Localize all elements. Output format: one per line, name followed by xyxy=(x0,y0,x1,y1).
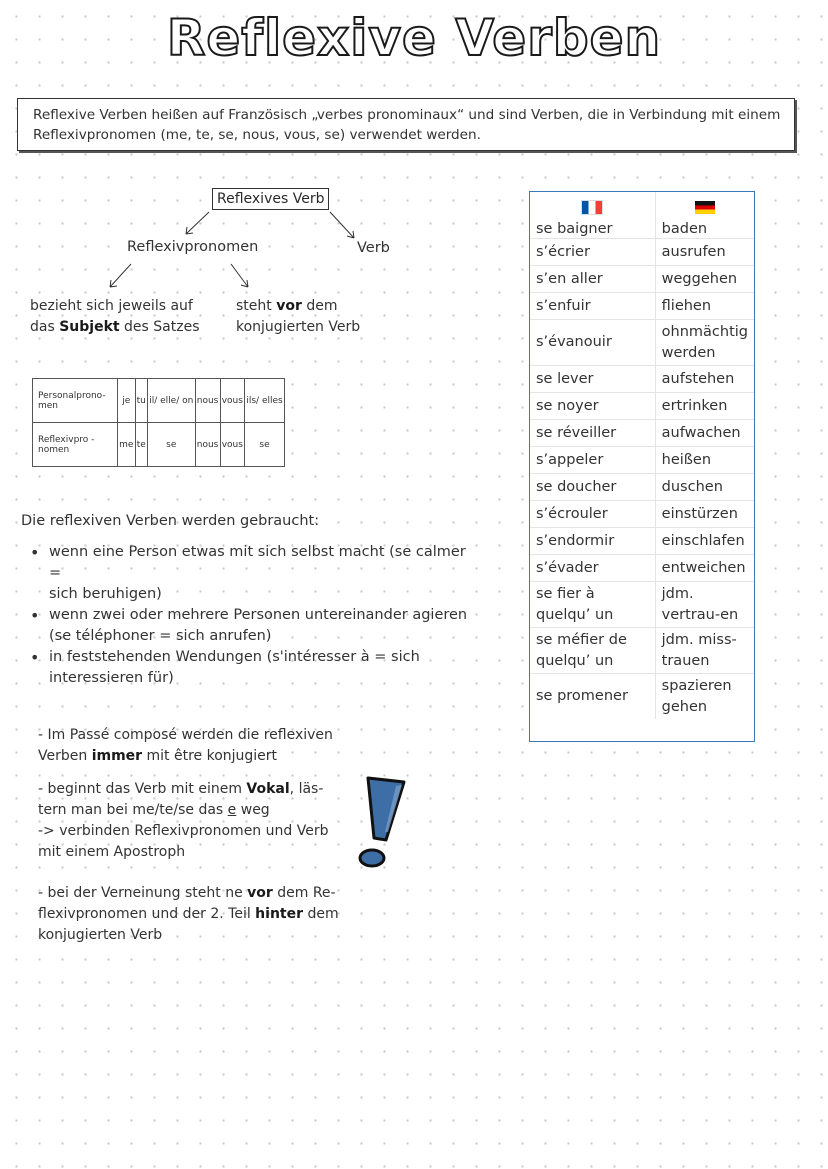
vocab-de: entweichen xyxy=(655,555,754,582)
table-row xyxy=(530,420,754,447)
cell: il/ elle/ on xyxy=(147,379,195,423)
table-row xyxy=(530,555,754,582)
diagram-root-box: Reflexives Verb xyxy=(212,188,329,210)
vocab-fr: s’enfuir xyxy=(530,293,655,320)
usage-section xyxy=(21,511,471,689)
table-row xyxy=(33,423,285,467)
vocab-de: jdm. miss-trauen xyxy=(655,628,754,674)
arrow-to-reflexivpronomen xyxy=(186,212,209,234)
vocab-fr: s’évader xyxy=(530,555,655,582)
list-item: • in feststehenden Wendungen (s'intéresser à = sich interessieren für) xyxy=(21,647,471,689)
vocab-fr: s’évanouir xyxy=(530,320,655,366)
table-row xyxy=(530,447,754,474)
vocab-de: ohnmächtig werden xyxy=(655,320,754,366)
vocab-fr: se méfier de quelqu’ un xyxy=(530,628,655,674)
vocab-de: baden xyxy=(661,221,708,237)
vocab-fr: se doucher xyxy=(530,474,655,501)
pronoun-table xyxy=(32,378,285,467)
vocab-de: weggehen xyxy=(655,266,754,293)
table-row xyxy=(530,474,754,501)
page-title: Reflexive Verben xyxy=(166,9,662,67)
table-row xyxy=(530,239,754,266)
table-row xyxy=(530,293,754,320)
vocab-fr: se fier à quelqu’ un xyxy=(530,582,655,628)
leaf-left-line2: das Subjekt des Satzes xyxy=(30,319,200,335)
cell: vous xyxy=(220,423,245,467)
vocab-fr: s’écrouler xyxy=(530,501,655,528)
cell: tu xyxy=(135,379,147,423)
diagram-leaf-left xyxy=(30,296,200,338)
table-row xyxy=(530,320,754,366)
note-passe-compose: - Im Passé composé werden die reflexiven Verben immer mit être konjugiert xyxy=(38,727,333,764)
cell: nous xyxy=(195,379,220,423)
table-row xyxy=(530,528,754,555)
vocab-de: heißen xyxy=(655,447,754,474)
table-row xyxy=(530,501,754,528)
cell: me xyxy=(118,423,136,467)
french-flag-icon xyxy=(581,200,603,215)
table-row xyxy=(530,393,754,420)
leaf-right-line1: steht vor dem xyxy=(236,298,338,314)
vocab-de: einstürzen xyxy=(655,501,754,528)
note-vokal: - beginnt das Verb mit einem Vokal, läs- tern man bei me/te/se das e weg -> verbinden Reflexivpronomen und Verb mit einem Apostroph xyxy=(38,781,329,860)
cell: se xyxy=(245,423,285,467)
diagram-left-branch: Reflexivpronomen xyxy=(127,239,259,255)
vocab-table-box xyxy=(529,191,755,742)
cell: vous xyxy=(220,379,245,423)
note-verneinung: - bei der Verneinung steht ne vor dem Re- flexivpronomen und der 2. Teil hinter dem konjugierten Verb xyxy=(38,885,339,943)
vocab-fr: s’endormir xyxy=(530,528,655,555)
cell: nous xyxy=(195,423,220,467)
intro-line-1: Reflexive Verben heißen auf Französisch „verbes pronominaux“ und sind Verben, die in Verbindung mit einem xyxy=(33,107,781,123)
usage-list xyxy=(21,542,471,689)
vocab-de: spazieren gehen xyxy=(655,674,754,720)
arrow-to-vor xyxy=(231,264,248,287)
leaf-right-line2: konjugierten Verb xyxy=(236,319,361,335)
vocab-fr: s’appeler xyxy=(530,447,655,474)
table-row xyxy=(530,674,754,720)
cell: te xyxy=(135,423,147,467)
leaf-left-line1: bezieht sich jeweils auf xyxy=(30,298,193,314)
exclamation-icon xyxy=(352,772,414,872)
diagram-leaf-right xyxy=(236,296,360,338)
arrow-to-subjekt xyxy=(110,264,131,287)
vocab-fr: se noyer xyxy=(530,393,655,420)
vocab-de: jdm. vertrau-en xyxy=(655,582,754,628)
intro-line-2: Reflexivpronomen (me, te, se, nous, vous, se) verwendet werden. xyxy=(33,127,481,143)
vocab-fr: se réveiller xyxy=(530,420,655,447)
vocab-table xyxy=(530,192,754,719)
vocab-fr: s’écrier xyxy=(530,239,655,266)
vocab-de: fliehen xyxy=(655,293,754,320)
list-item: • wenn zwei oder mehrere Personen untereinander agieren (se téléphoner = sich anrufen) xyxy=(21,605,471,647)
vocab-de: ertrinken xyxy=(655,393,754,420)
flag-row xyxy=(530,192,754,220)
german-flag-icon xyxy=(695,201,715,214)
table-row xyxy=(33,379,285,423)
cell: ils/ elles xyxy=(245,379,285,423)
table-row xyxy=(530,628,754,674)
table-row xyxy=(530,220,754,239)
cell: se xyxy=(147,423,195,467)
cell: je xyxy=(118,379,136,423)
vocab-de: einschlafen xyxy=(655,528,754,555)
vocab-de: duschen xyxy=(655,474,754,501)
arrow-to-verb xyxy=(330,212,354,238)
vocab-de: aufwachen xyxy=(655,420,754,447)
table-row xyxy=(530,266,754,293)
table-row xyxy=(530,366,754,393)
usage-heading: Die reflexiven Verben werden gebraucht: xyxy=(21,513,320,529)
row-label-personalpronomen: Personalprono-men xyxy=(33,379,118,423)
vocab-fr: se lever xyxy=(530,366,655,393)
vocab-de: ausrufen xyxy=(655,239,754,266)
vocab-de: aufstehen xyxy=(655,366,754,393)
diagram-right-branch: Verb xyxy=(357,240,390,256)
list-item: • wenn eine Person etwas mit sich selbst macht (se calmer = sich beruhigen) xyxy=(21,542,471,605)
vocab-fr: se baigner xyxy=(530,220,655,239)
vocab-fr: s’en aller xyxy=(530,266,655,293)
row-label-reflexivpronomen: Reflexivpro - nomen xyxy=(33,423,118,467)
vocab-fr: se promener xyxy=(530,674,655,720)
table-row xyxy=(530,582,754,628)
